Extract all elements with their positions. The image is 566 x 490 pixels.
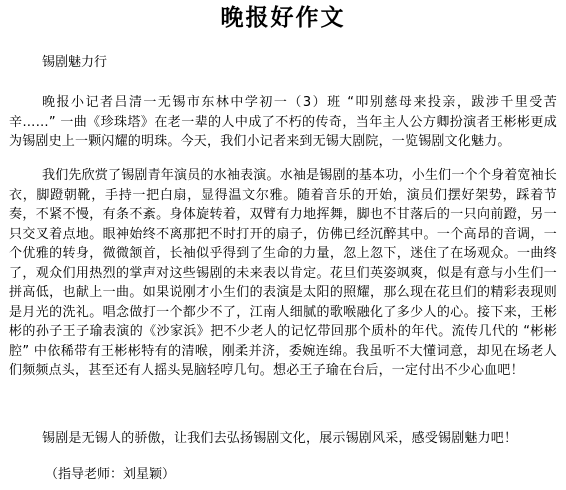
- teacher-note: （指导老师：刘星颖）: [45, 467, 176, 482]
- article-heading: 锡剧魅力行: [42, 55, 108, 70]
- paragraph-performance: 我们先欣赏了锡剧青年演员的水袖表演。水袖是锡剧的基本功，小生们一个个身着宽袖长衣，脚蹬朝靴，手持一把白扇，显得温文尔雅。随着音乐的开始，演员们摆好架势，踩着节奏，不紧不慢，有条不紊。身体旋转着，双臂有力地挥舞，脚也不甘落后的一只向前蹬，另一只交叉着点地。眼神始终不离那把不时打开的扇子，仿佛已经沉醉其中。一个高昂的音调，一个优雅的转身，微微颔首，长袖似乎得到了生命的力量，忽上忽下，迷住了在场观众。一曲终了，观众们用热烈的掌声对这些锡剧的未来表以肯定。花旦们英姿飒爽，似是有意与小生们一拼高低，也献上一曲。如果说刚才小生们的表演是太阳的照耀，那么现在花旦们的精彩表现则是月光的洗礼。唱念做打一个都少不了，江南人细腻的歌喉融化了多少人的心。接下来，王彬彬的孙子王子瑜表演的《沙家浜》把不少老人的记忆带回那个质朴的年代。流传几代的 “彬彬腔” 中依稀带有王彬彬特有的清喉，刚柔并济，委婉连绵。我虽听不大懂词意，却见在场老人们频频点头，甚至还有人摇头晃脑轻哼几句。想必王子瑜在台后，一定付出不少心血吧！: [9, 168, 557, 378]
- paragraph-conclusion: 锡剧是无锡人的骄傲，让我们去弘扬锡剧文化，展示锡剧风采，感受锡剧魅力吧！: [42, 431, 518, 446]
- paragraph-intro: 晚报小记者吕清一无锡市东林中学初一（3）班 “叩别慈母来投亲，跋涉千里受苦辛……” 一曲《珍珠塔》在老一辈的人中成了不朽的传奇，当年主人公方卿扮演者王彬彬更成为锡剧史上一颗闪耀的明珠。今天，我们小记者来到无锡大剧院，一览锡剧文化魅力。: [9, 95, 557, 149]
- article-title: 晚报好作文: [220, 4, 346, 31]
